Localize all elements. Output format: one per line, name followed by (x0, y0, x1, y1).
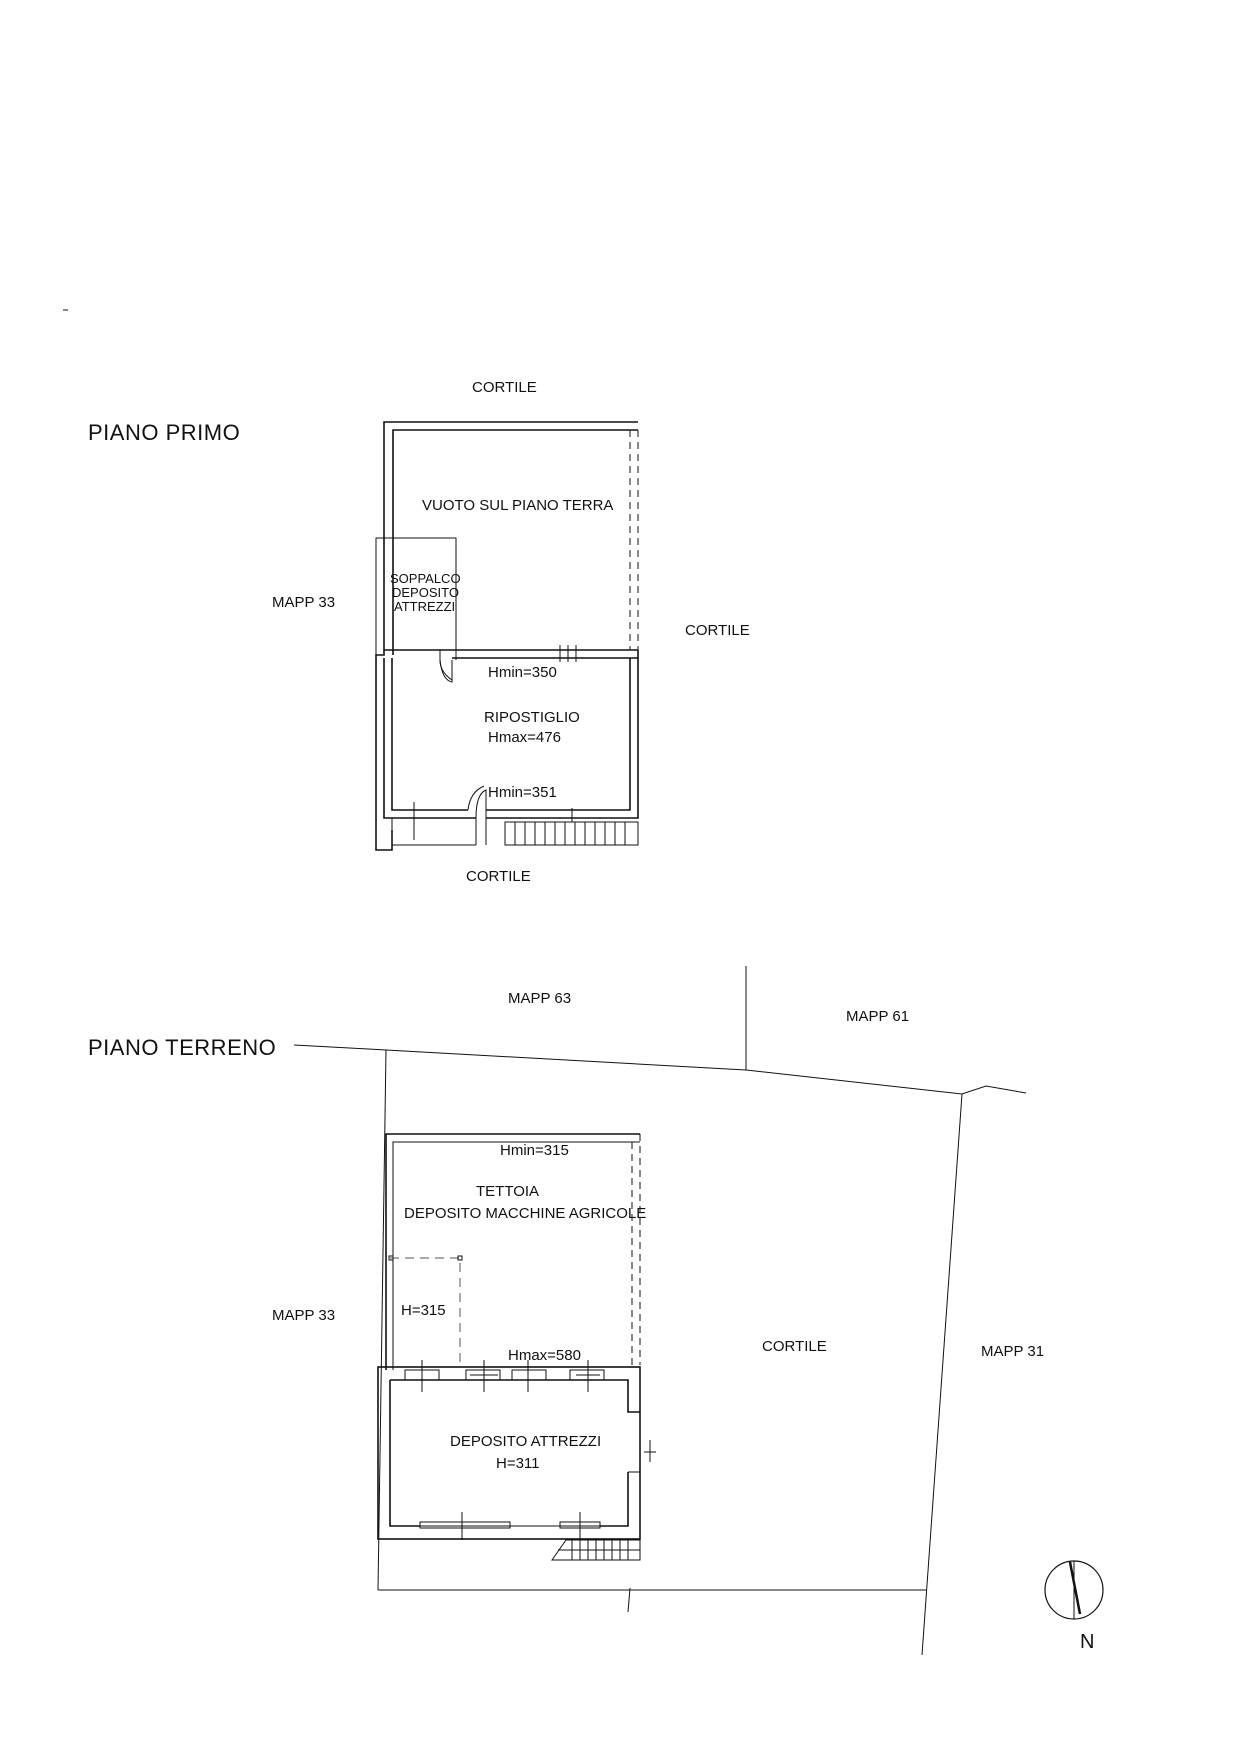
neighbor-top-right-label: MAPP 61 (846, 1008, 910, 1025)
storeroom-name: RIPOSTIGLIO (484, 709, 580, 726)
first-floor-title: PIANO PRIMO (88, 420, 241, 445)
neighbor-left-label: MAPP 33 (272, 594, 336, 611)
north-arrow-label: N (1080, 1631, 1095, 1653)
first-floor-stairs (515, 822, 625, 845)
ground-floor-stairs (552, 1540, 640, 1560)
neighbor-top-label: MAPP 63 (508, 990, 572, 1007)
courtyard-bottom-label: CORTILE (466, 868, 531, 885)
neighbor-left-label: MAPP 33 (272, 1307, 336, 1324)
shed-use: DEPOSITO MACCHINE AGRICOLE (404, 1205, 647, 1222)
first-floor-plan (88, 379, 750, 885)
shed-hmax: Hmax=580 (508, 1347, 581, 1364)
tool-store-walls (378, 1360, 656, 1540)
courtyard-top-label: CORTILE (472, 379, 537, 396)
mezzanine-label-line2: DEPOSITO (392, 585, 459, 600)
void-label: VUOTO SUL PIANO TERRA (422, 497, 614, 514)
tool-store-name: DEPOSITO ATTREZZI (450, 1433, 602, 1450)
mezzanine-label-line3: ATTREZZI (394, 599, 456, 614)
ground-floor-title: PIANO TERRENO (88, 1035, 277, 1060)
shed-name: TETTOIA (476, 1183, 540, 1200)
storeroom-hmax: Hmax=476 (488, 729, 561, 746)
ground-floor-plan (88, 966, 1044, 1655)
courtyard-label: CORTILE (762, 1338, 827, 1355)
inner-height: H=315 (401, 1302, 446, 1319)
north-arrow-icon (1045, 1561, 1103, 1653)
mezzanine-label-line1: SOPPALCO (390, 571, 461, 586)
shed-hmin: Hmin=315 (500, 1142, 569, 1159)
neighbor-right-label: MAPP 31 (981, 1343, 1045, 1360)
courtyard-right-label: CORTILE (685, 622, 750, 639)
tool-store-height: H=311 (496, 1455, 540, 1472)
storeroom-hmin-bottom: Hmin=351 (488, 784, 557, 801)
storeroom-hmin-top: Hmin=350 (488, 664, 557, 681)
shed-outline (386, 1134, 640, 1370)
